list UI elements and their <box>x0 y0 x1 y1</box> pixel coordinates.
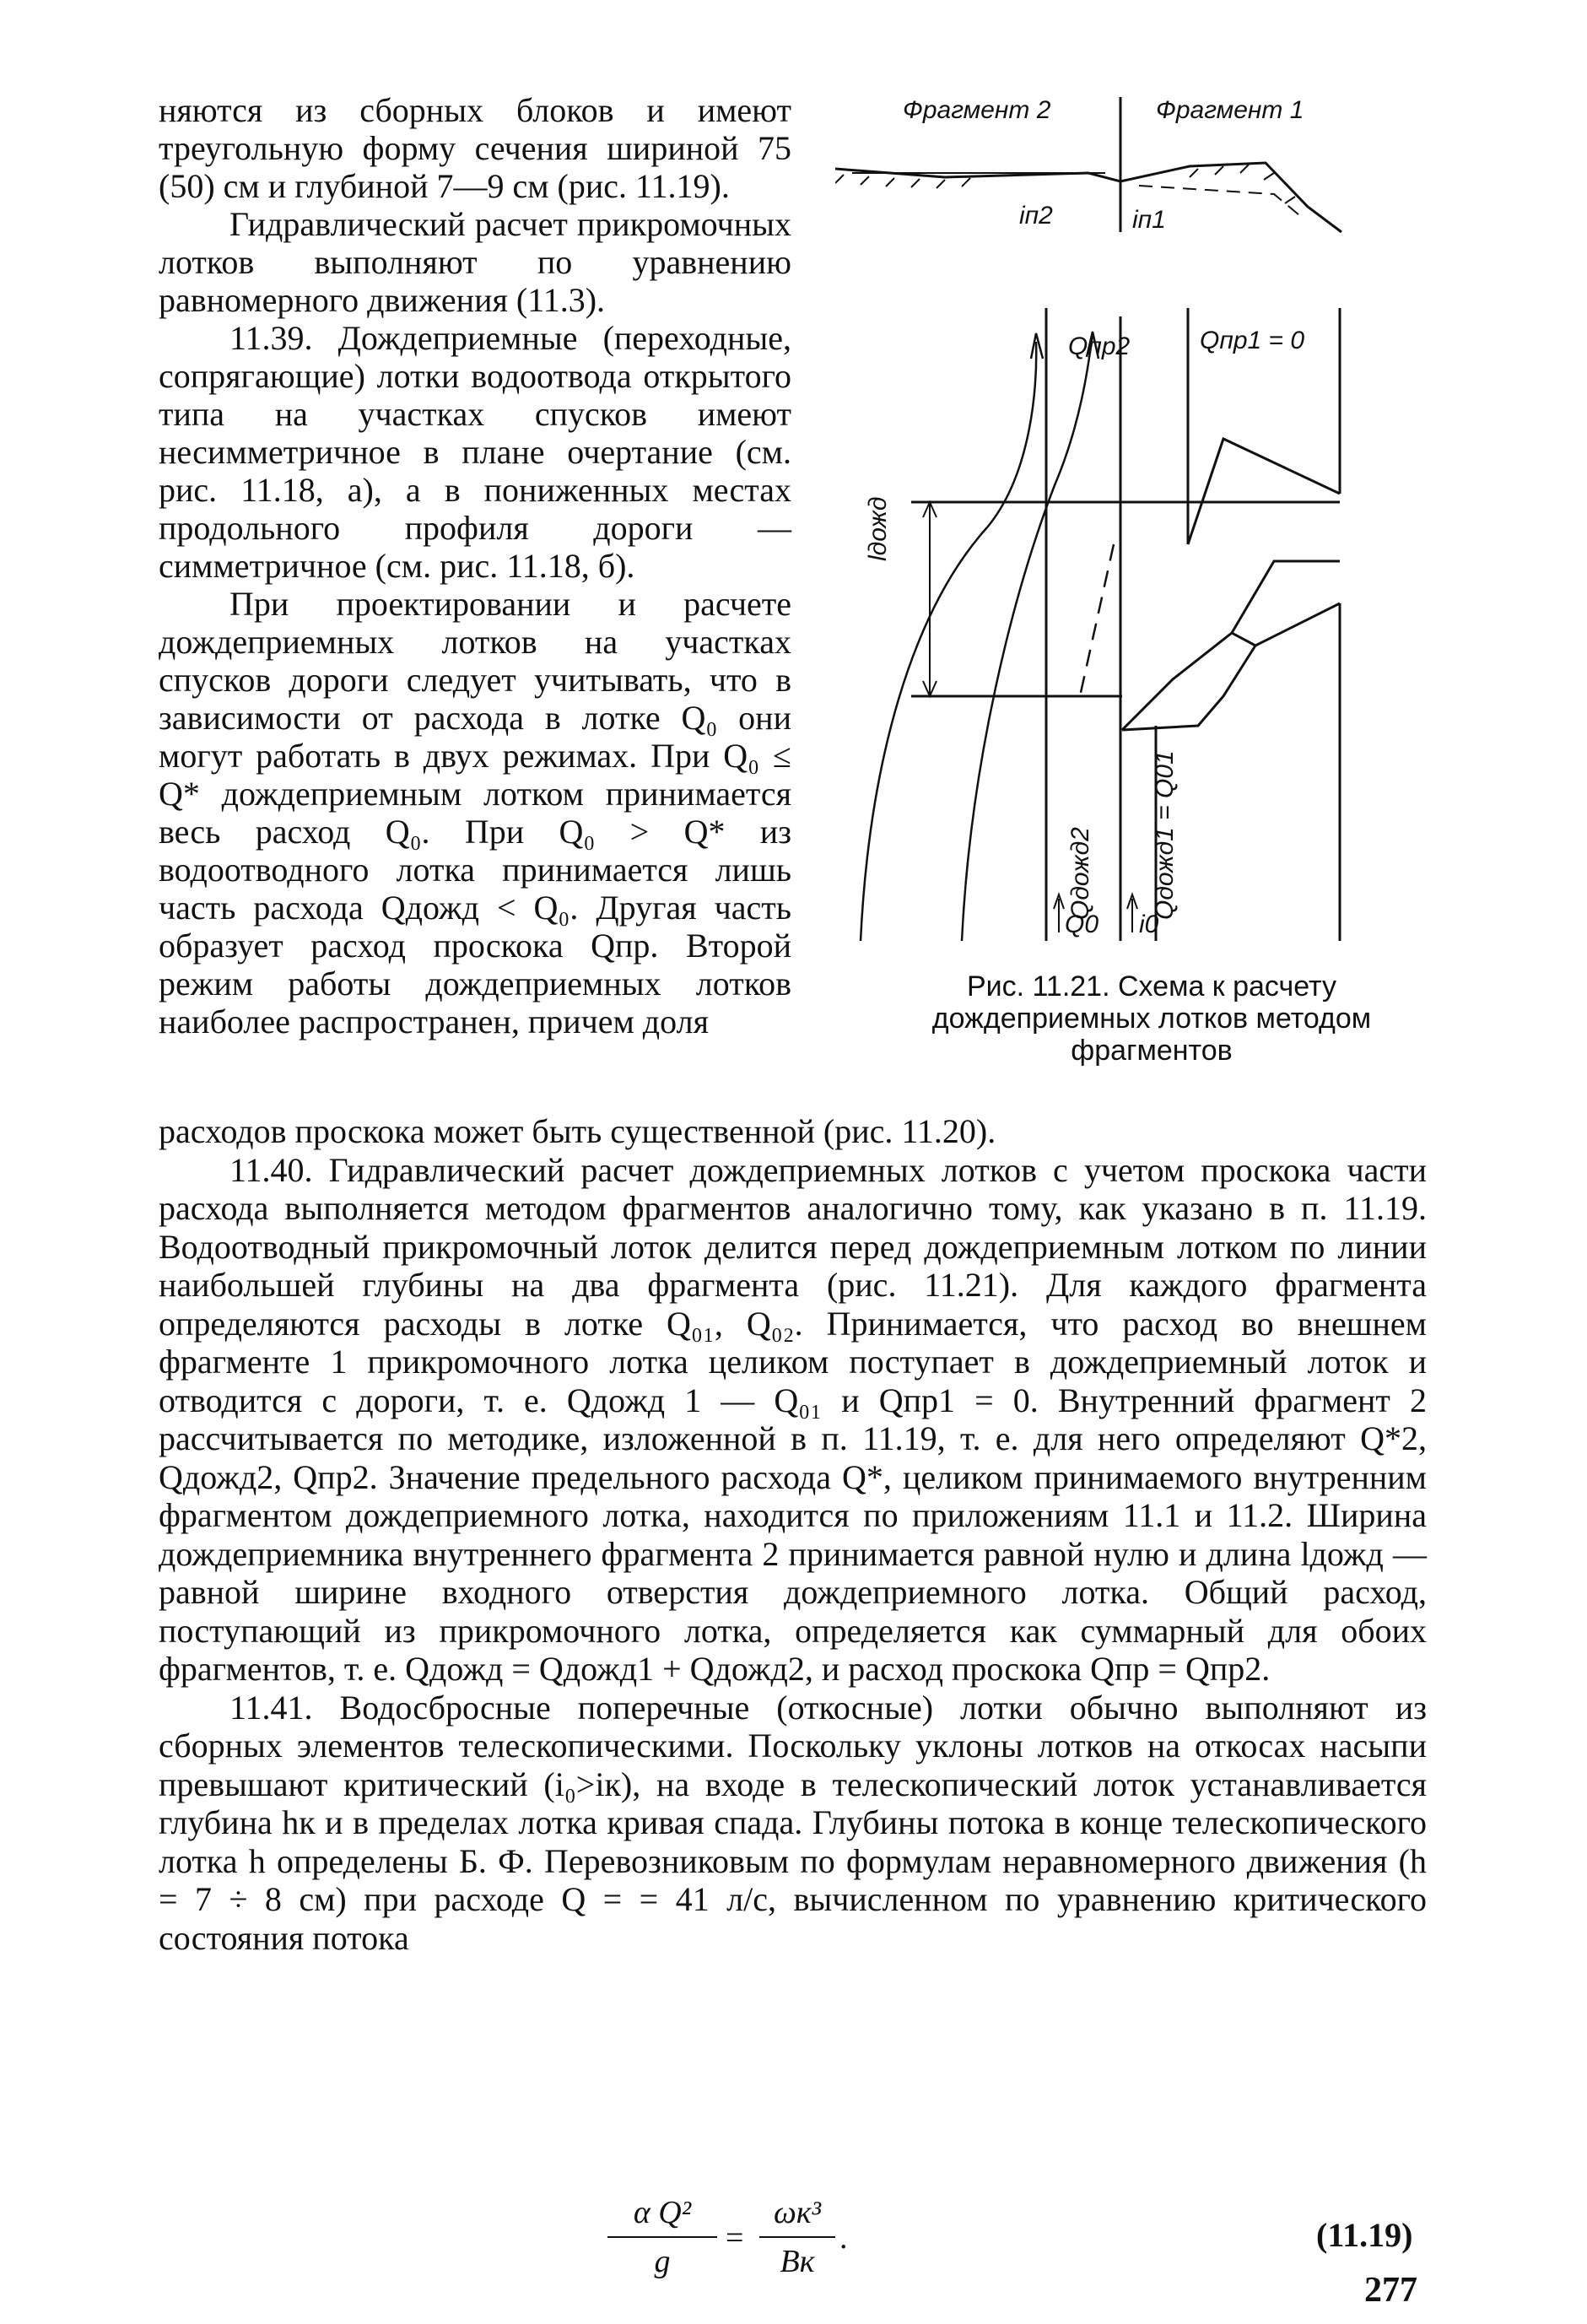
paragraph-continuation: расходов проскока может быть существенной (рис. 11.20). <box>159 1112 996 1150</box>
label-qdozhd1: Qдожд1 = Q01 <box>1151 750 1179 920</box>
formula-denominator-right: Bк <box>780 2244 815 2279</box>
formula-11-19 <box>607 2194 945 2287</box>
label-in2: iп2 <box>1019 202 1053 230</box>
figure-caption: Рис. 11.21. Схема к расчету дождеприемных лотков методом фрагментов <box>931 970 1372 1067</box>
label-in1: iп1 <box>1132 206 1166 234</box>
full-width-text <box>159 1112 1427 1957</box>
label-fragment2: Фрагмент 2 <box>903 96 1051 124</box>
fraction-bar <box>759 2236 835 2238</box>
formula-equals: = <box>726 2220 744 2256</box>
formula-numerator-right: ωк³ <box>774 2195 821 2230</box>
flow-segment <box>1122 679 1173 730</box>
label-qdozhd2: Qдожд2 <box>1066 827 1094 920</box>
label-qpr1: Qпр1 = 0 <box>1200 327 1305 354</box>
label-ldozhd: lдожд <box>864 496 892 561</box>
page-number: 277 <box>1364 2271 1417 2310</box>
paragraph: При проектировании и расчете дождеприемных лотков на участках спусков дороги следует учитывать, что в зависимости от расхода в лотке Q₀ они могут работать в двух режимах. При Q₀ ≤ Q* дождеприемным лотком принимается весь расход Q₀. При Q₀ > Q* из водоотводного лотка принимается лишь часть расхода Qдожд < Q₀. Другая часть образует расход проскока Qпр. Второй режим работы дождеприемных лотков наиболее распространен, причем доля <box>159 585 791 1040</box>
dashed-flow-line <box>1080 544 1114 696</box>
left-column-text <box>159 91 791 1040</box>
paragraph: 11.39. Дождеприемные (переходные, сопрягающие) лотки водоотвода открытого типа на участках спусков имеют несимметричное в плане очертание (см. рис. 11.18, а), а в пониженных местах продольного профиля дороги — симметричное (см. рис. 11.18, б). <box>159 319 791 585</box>
paragraph: няются из сборных блоков и имеют треугольную форму сечения шириной 75 (50) см и глубиной 7—9 см (рис. 11.19). <box>159 91 791 205</box>
ground-hatching <box>835 165 1295 203</box>
inlet-top-shape <box>1188 439 1340 544</box>
label-qpr2: Qпр2 <box>1068 332 1131 360</box>
inlet-corner-shape <box>1122 646 1255 730</box>
label-q0: Q0 <box>1065 911 1099 938</box>
figure-11-21 <box>835 89 1426 1000</box>
paragraph: Гидравлический расчет прикромочных лотков выполняют по уравнению равномерного движения (11.3). <box>159 205 791 319</box>
equation-number: (11.19) <box>1316 2216 1413 2254</box>
label-fragment1: Фрагмент 1 <box>1156 96 1304 124</box>
inlet-bottom-shape <box>1122 603 1340 730</box>
paragraph: 11.40. Гидравлический расчет дождеприемных лотков с учетом проскока части расхода выполняется методом фрагментов аналогично тому, как указано в п. 11.19. Водоотводный прикромочный лоток делится перед дождеприемным лотком по линии наибольшей глубины на два фрагмента (рис. 11.21). Для каждого фрагмента определяются расходы в лотке Q₀₁, Q₀₂. Принимается, что расход во внешнем фрагменте 1 прикромочного лотка целиком поступает в дождеприемный лоток и отводится с дороги, т. е. Qдожд 1 — Q₀₁ и Qпр1 = 0. Внутренний фрагмент 2 рассчитывается по методике, изложенной в п. 11.19, т. е. для него определяют Q*2, Qдожд2, Qпр2. Значение предельного расхода Q*, целиком принимаемого внутренним фрагментом дождеприемного лотка, находится по приложениям 11.1 и 11.2. Ширина дождеприемника внутреннего фрагмента 2 принимается равной нулю и длина lдожд — равной ширине входного отверстия дождеприемного лотка. Общий расход, поступающий из прикромочного лотка, определяется как суммарный для обоих фрагментов, т. е. Qдожд = Qдожд1 + Qдожд2, и расход проскока Qпр = Qпр2. <box>159 1150 1427 1688</box>
paragraph: 11.41. Водосбросные поперечные (откосные) лотки обычно выполняют из сборных элементов телескопическими. Поскольку уклоны лотков на откосах насыпи превышают критический (i₀>iк), на входе в телескопический лоток устанавливается глубина hк и в пределах лотка кривая спада. Глубины потока в конце телескопического лотка h определены Б. Ф. Перевозниковым по формулам неравномерного движения (h = 7 ÷ 8 см) при расходе Q = = 41 л/с, вычисленном по уравнению критического состояния потока <box>159 1688 1427 1957</box>
formula-denominator-left: g <box>654 2244 671 2279</box>
inlet-inner-shape <box>1232 561 1340 633</box>
formula-period: . <box>839 2220 848 2256</box>
formula-numerator-left: α Q² <box>633 2195 692 2230</box>
flow-line-curve <box>861 342 1036 941</box>
fraction-bar <box>607 2236 717 2238</box>
label-i0: i0 <box>1139 911 1159 938</box>
fragment-scheme-diagram <box>835 89 1426 1000</box>
